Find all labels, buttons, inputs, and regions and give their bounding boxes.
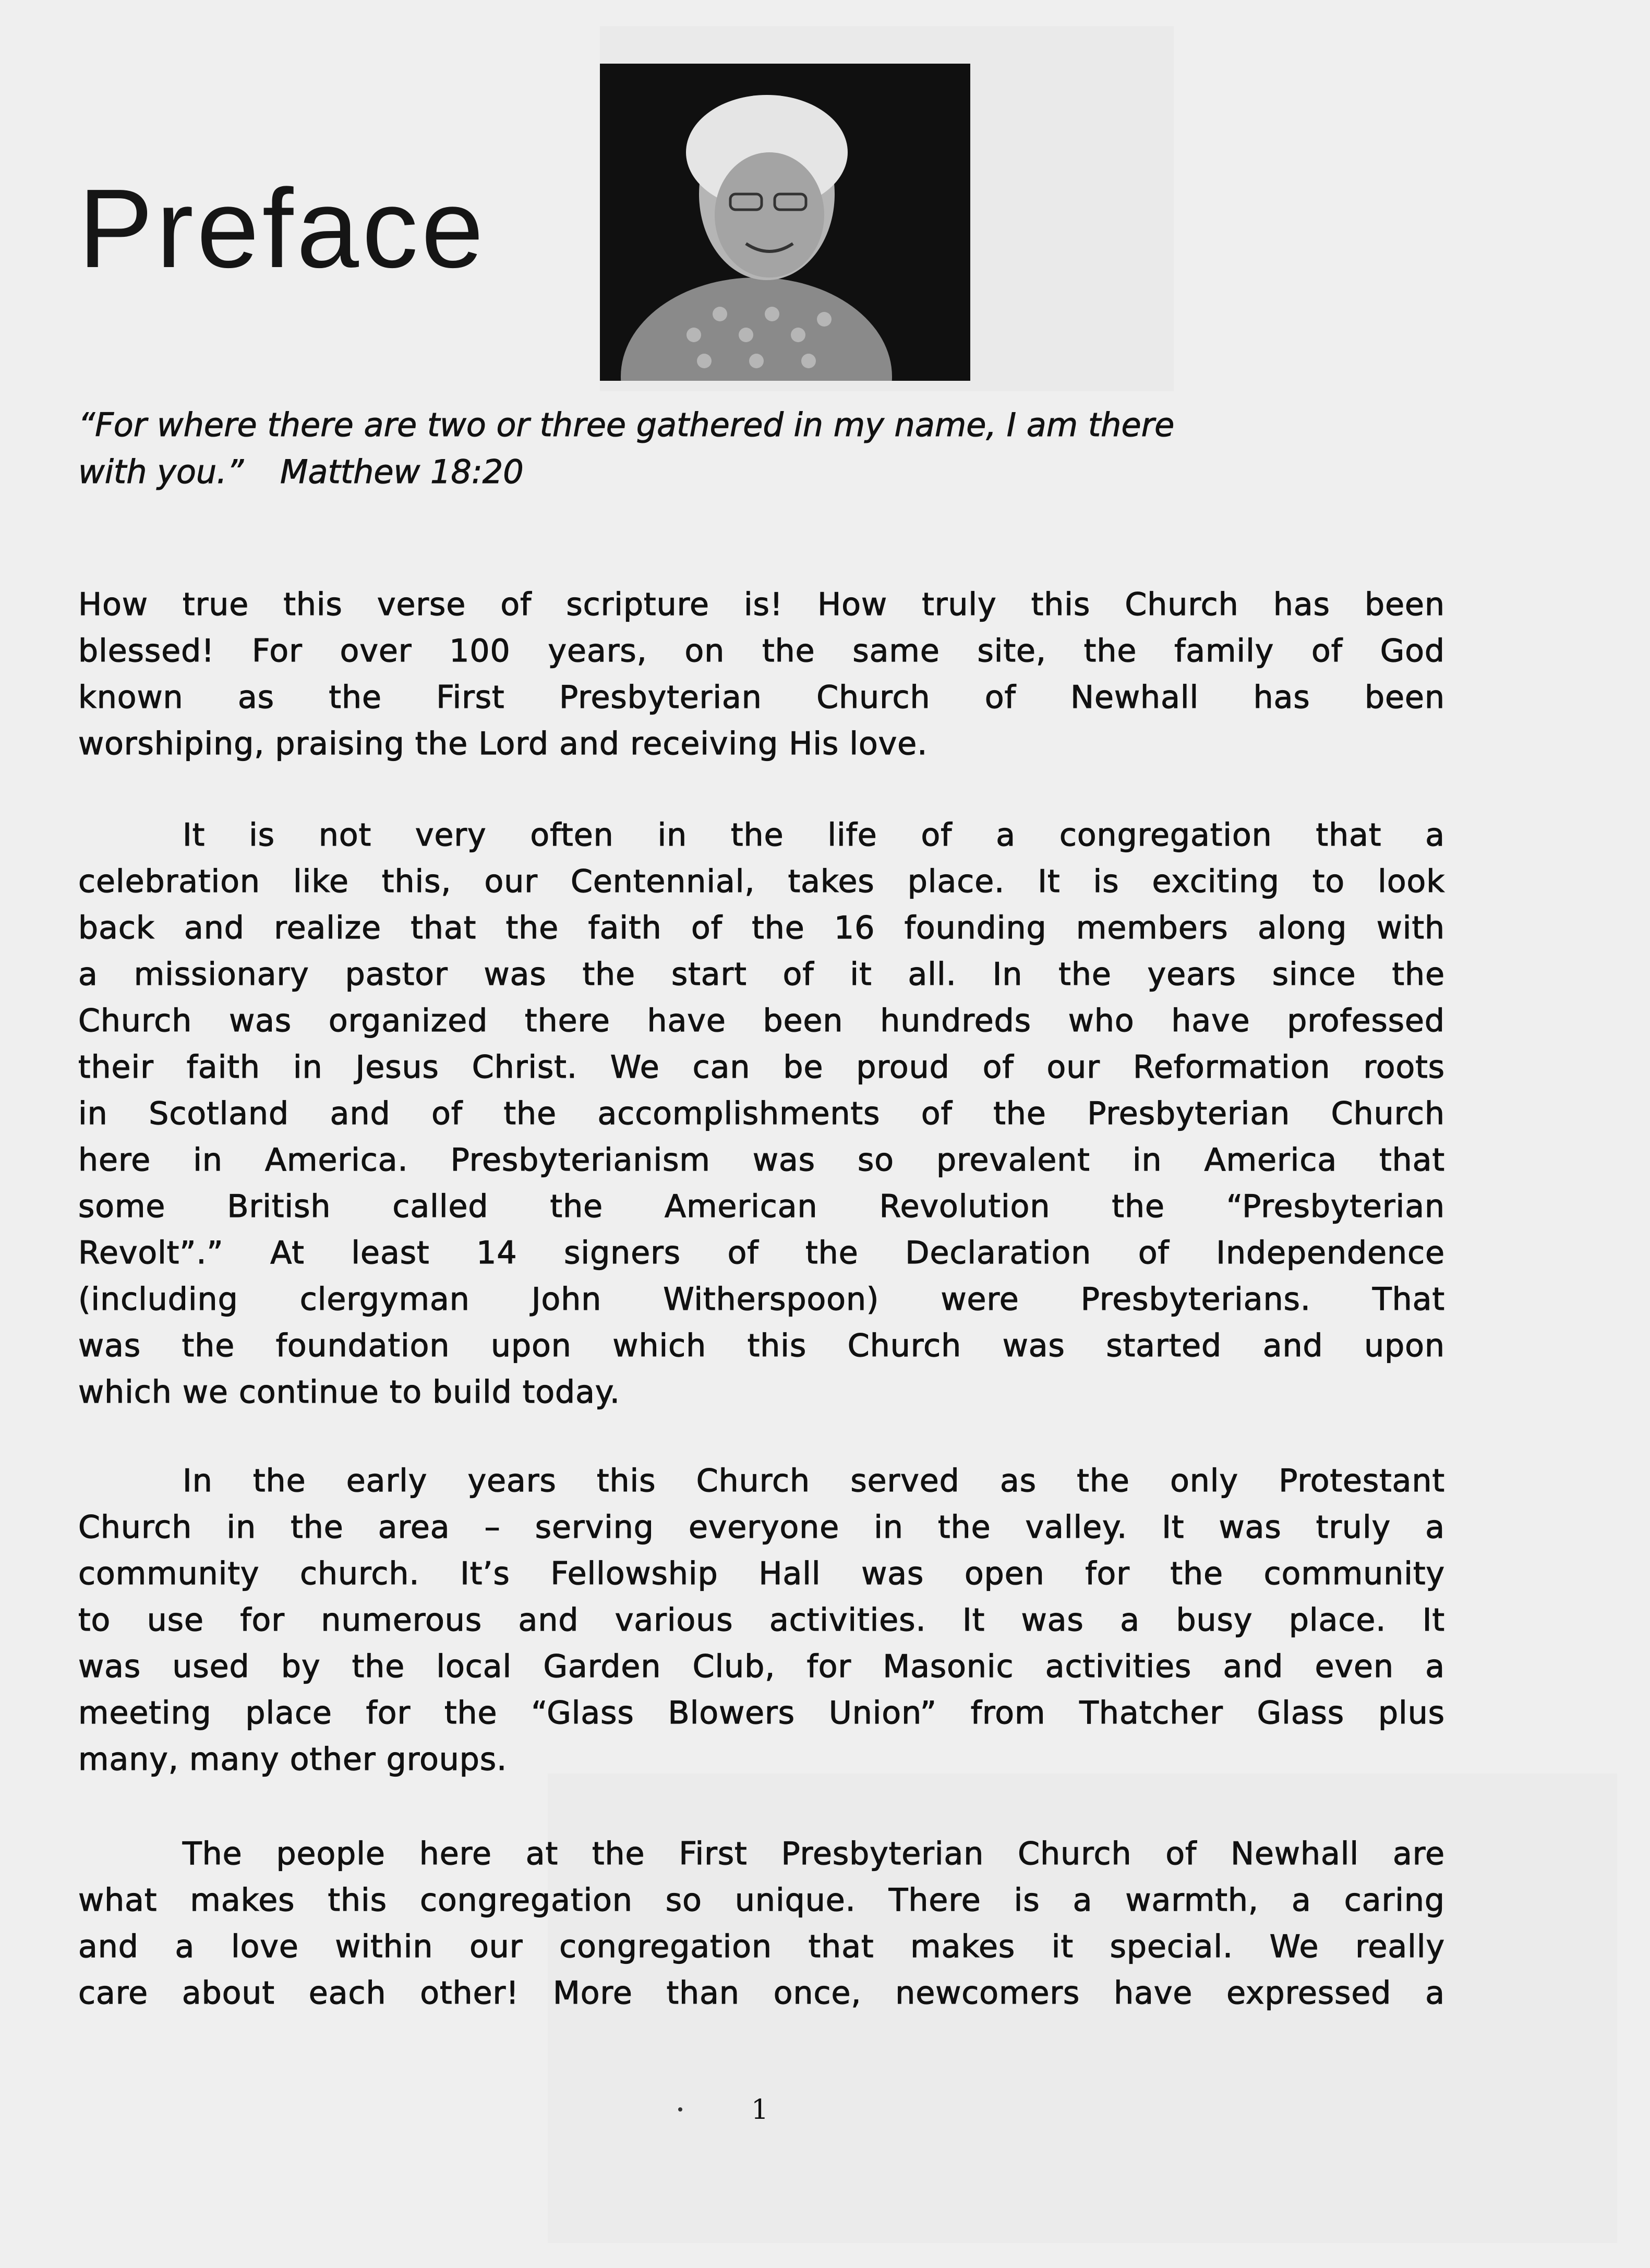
text-line: Revolt”.” At least 14 signers of the Declaration of Independence: [78, 1235, 1445, 1271]
text-line: How true this verse of scripture is! How truly this Church has been: [78, 586, 1445, 623]
portrait-photo: [600, 64, 970, 381]
text-line: The people here at the First Presbyterian Church of Newhall are: [183, 1836, 1445, 1872]
paragraph-4: [78, 1831, 1445, 2017]
text-line: Church in the area – serving everyone in the valley. It was truly a: [78, 1509, 1445, 1546]
text-line: which we continue to build today.: [78, 1374, 620, 1410]
text-line: and a love within our congregation that makes it special. We really: [78, 1928, 1445, 1965]
text-line: was used by the local Garden Club, for Masonic activities and even a: [78, 1648, 1445, 1685]
epigraph-quote: [78, 402, 1445, 496]
text-line: known as the First Presbyterian Church of Newhall has been: [78, 679, 1445, 716]
quote-reference: Matthew 18:20: [280, 453, 524, 491]
text-line: care about each other! More than once, newcomers have expressed a: [78, 1975, 1445, 2011]
text-line: blessed! For over 100 years, on the same site, the family of God: [78, 633, 1445, 669]
text-line: what makes this congregation so unique. There is a warmth, a caring: [78, 1882, 1445, 1919]
text-line: a missionary pastor was the start of it all. In the years since the: [78, 956, 1445, 993]
scan-speck: [678, 2107, 682, 2112]
text-line: here in America. Presbyterianism was so prevalent in America that: [78, 1142, 1445, 1178]
text-line: many, many other groups.: [78, 1741, 508, 1778]
text-line: worshiping, praising the Lord and receiving His love.: [78, 726, 928, 762]
text-line: It is not very often in the life of a congregation that a: [183, 817, 1445, 853]
paragraph-2: [78, 812, 1445, 1416]
page-title: Preface: [78, 165, 487, 291]
text-line: In the early years this Church served as the only Protestant: [183, 1463, 1445, 1499]
text-line: community church. It’s Fellowship Hall was open for the community: [78, 1555, 1445, 1592]
paragraph-3: [78, 1458, 1445, 1783]
text-line: celebration like this, our Centennial, takes place. It is exciting to look: [78, 863, 1445, 900]
page-number: 1: [751, 2094, 769, 2126]
text-line: Church was organized there have been hundreds who have professed: [78, 1003, 1445, 1039]
paragraph-1: [78, 582, 1445, 767]
text-line: meeting place for the “Glass Blowers Union” from Thatcher Glass plus: [78, 1695, 1445, 1731]
quote-line-2: with you.”: [78, 453, 244, 491]
text-line: was the foundation upon which this Church was started and upon: [78, 1328, 1445, 1364]
text-line: back and realize that the faith of the 16 founding members along with: [78, 910, 1445, 946]
text-line: some British called the American Revolution the “Presbyterian: [78, 1188, 1445, 1225]
text-line: to use for numerous and various activities. It was a busy place. It: [78, 1602, 1445, 1638]
text-line: (including clergyman John Witherspoon) were Presbyterians. That: [78, 1281, 1445, 1318]
text-line: their faith in Jesus Christ. We can be proud of our Reformation roots: [78, 1049, 1445, 1085]
text-line: in Scotland and of the accomplishments of the Presbyterian Church: [78, 1095, 1445, 1132]
quote-line-1: “For where there are two or three gathered in my name, I am there: [78, 406, 1175, 444]
